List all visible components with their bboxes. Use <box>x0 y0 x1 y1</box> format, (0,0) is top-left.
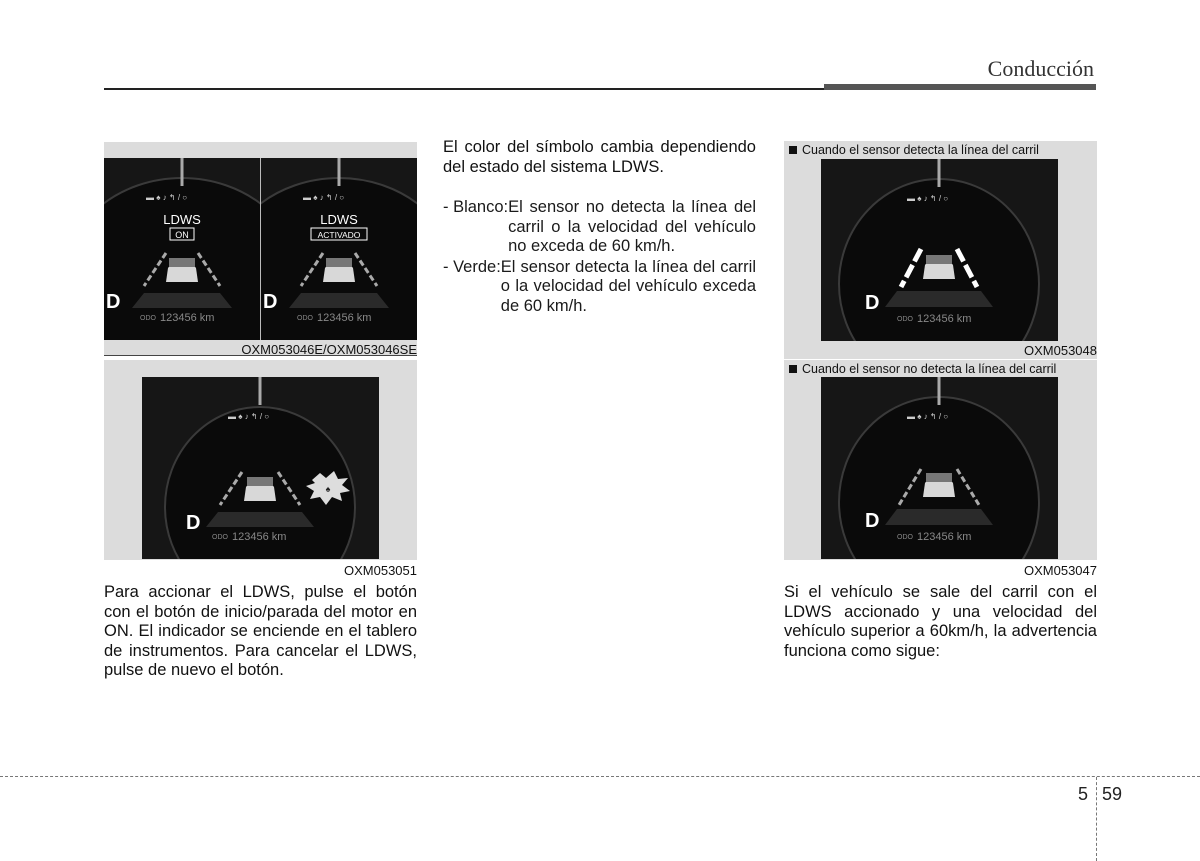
cluster-screen-left <box>104 158 260 340</box>
figure-ldws-on <box>104 142 417 355</box>
odo-value: 123456 km <box>232 531 287 543</box>
color-list <box>443 198 756 317</box>
header-rule <box>104 88 824 90</box>
odo-label: ODO <box>212 534 228 541</box>
svg-text:▬ ♠ ♪ ↰ / ○: ▬ ♠ ♪ ↰ / ○ <box>146 193 188 202</box>
cluster-screen <box>142 377 379 559</box>
list-item-key: - Verde: <box>443 257 501 276</box>
figure-caption: OXM053048 <box>1024 343 1097 358</box>
gear-indicator: D <box>186 512 201 534</box>
header-rule-accent <box>824 84 1096 90</box>
odo-label: ODO <box>897 534 913 541</box>
odo-label: ODO <box>897 316 913 323</box>
cluster-display <box>142 377 379 559</box>
cluster-display <box>821 377 1058 559</box>
cluster-screen-right <box>261 158 417 340</box>
svg-text:♠: ♠ <box>325 484 331 494</box>
square-bullet-icon <box>789 146 797 154</box>
list-item-green <box>443 258 756 317</box>
svg-text:▬ ♠ ♪ ↰ / ○: ▬ ♠ ♪ ↰ / ○ <box>907 412 949 421</box>
gear-indicator: D <box>263 291 278 313</box>
odo-value: 123456 km <box>917 313 972 325</box>
odo-value: 123456 km <box>317 312 372 324</box>
list-item-white <box>443 198 756 257</box>
svg-text:▬ ♠ ♪ ↰ / ○: ▬ ♠ ♪ ↰ / ○ <box>303 193 345 202</box>
figure-ldws-warning <box>104 360 417 560</box>
list-item-value: El sensor no detecta la línea del carril o la velocidad del vehículo no exceda de 60 km/h. <box>508 198 756 256</box>
ldws-title: LDWS <box>320 212 358 227</box>
footer-rule <box>0 776 1200 777</box>
odo-value: 123456 km <box>917 531 972 543</box>
odo-label: ODO <box>140 315 156 322</box>
odo-label: ODO <box>297 315 313 322</box>
cluster-screen <box>821 159 1058 341</box>
cluster-screen <box>821 377 1058 559</box>
figure-caption: OXM053051 <box>344 563 417 578</box>
cluster-display <box>261 158 417 340</box>
symbol-color-intro: El color del símbolo cambia dependiendo del estado del sistema LDWS. <box>443 138 756 176</box>
list-item-value: El sensor detecta la línea del carril o la velocidad del vehículo exceda de 60 km/h. <box>500 257 756 315</box>
section-title: Conducción <box>987 56 1094 81</box>
figure-sensor-not-detects <box>784 360 1097 560</box>
ldws-title: LDWS <box>163 212 201 227</box>
ldws-status: ON <box>175 230 189 240</box>
figure-caption: OXM053046E/OXM053046SE <box>241 342 417 357</box>
odo-value: 123456 km <box>160 312 215 324</box>
square-bullet-icon <box>789 365 797 373</box>
chapter-number: 5 <box>1078 784 1089 804</box>
figure-caption: OXM053047 <box>1024 563 1097 578</box>
figure-top-label: Cuando el sensor no detecta la línea del carril <box>789 362 1056 376</box>
cluster-display <box>104 158 260 340</box>
svg-text:▬ ♠ ♪ ↰ / ○: ▬ ♠ ♪ ↰ / ○ <box>907 194 949 203</box>
page-number: 59 <box>1102 784 1123 804</box>
cluster-display <box>821 159 1058 341</box>
list-item-key: - Blanco: <box>443 198 509 216</box>
gear-indicator: D <box>106 291 121 313</box>
ldws-status: ACTIVADO <box>317 230 361 240</box>
instruction-paragraph: Para accionar el LDWS, pulse el botón con el botón de inicio/parada del motor en ON. El indicador se enciende en el tablero de instrumentos. Para cancelar el LDWS, pulse de nuevo el botón. <box>104 583 417 680</box>
gear-indicator: D <box>865 510 880 532</box>
gear-indicator: D <box>865 292 880 314</box>
warning-paragraph: Si el vehículo se sale del carril con el LDWS accionado y una velocidad del vehículo superior a 60km/h, la advertencia funciona como sigue: <box>784 583 1097 660</box>
figure-top-label: Cuando el sensor detecta la línea del carril <box>789 143 1039 157</box>
svg-text:▬ ♠ ♪ ↰ / ○: ▬ ♠ ♪ ↰ / ○ <box>228 412 270 421</box>
figure-sensor-detects <box>784 141 1097 359</box>
footer-divider <box>1096 777 1097 861</box>
